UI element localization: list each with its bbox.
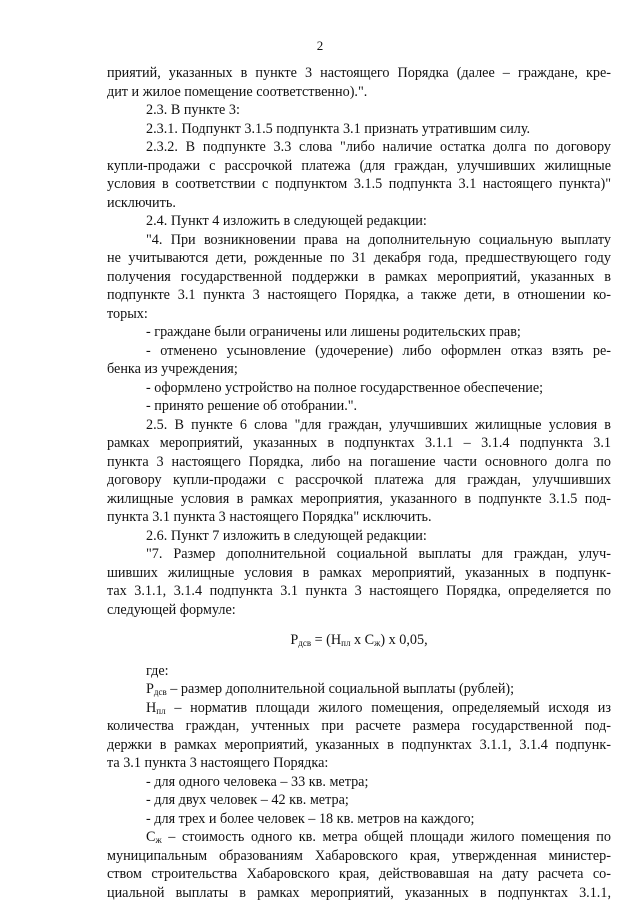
text-line: договору купли-продажи с рассрочкой платежа для граждан, улучшивших: [107, 472, 611, 488]
definition-h: $Н_{пл}$ – норматив площади жилого помещения, определяемый исходя из: [146, 699, 611, 716]
text-line: условия в соответствии с подпунктом 3.1.5 подпункта 3.1 настоящего пункта)": [107, 176, 611, 192]
definition-c: $С_ж$ – стоимость одного кв. метра общей площади жилого помещения по: [146, 829, 611, 845]
text-line: получения государственной поддержки в рамках мероприятий, указанных в: [107, 268, 611, 285]
text-block-2: [107, 717, 611, 828]
formula: $Р_{дсв} = (Н_{пл}$ х $С_ж$) х 0,05,: [290, 632, 428, 648]
text-line: держки в рамках мероприятий, указанных в подпунктах 3.1.1, 3.1.4 подпунк-: [107, 736, 611, 753]
text-line: - принято решение об отобрании.".: [146, 398, 358, 414]
text-line: 2.4. Пункт 4 изложить в следующей редакции:: [146, 213, 427, 229]
text-line: исключить.: [107, 194, 176, 211]
text-line: шивших жилищные условия в рамках мероприятий, указанных в подпунк-: [107, 564, 611, 581]
text-line: - для трех и более человек – 18 кв. метров на каждого;: [146, 810, 475, 827]
text-line: бенка из учреждения;: [107, 361, 238, 377]
text-line: 2.3.1. Подпункт 3.1.5 подпункта 3.1 признать утратившим силу.: [146, 120, 531, 137]
text-line: 2.5. В пункте 6 слова "для граждан, улучшивших жилищные условия в: [146, 416, 611, 433]
text-line: купли-продажи с рассрочкой платежа (для граждан, улучшивших жилищные: [107, 157, 611, 174]
text-line: торых:: [107, 305, 148, 322]
text-line: "7. Размер дополнительной социальной выплаты для граждан, улуч-: [146, 546, 611, 562]
text-line: - для двух человек – 42 кв. метра;: [146, 792, 349, 808]
text-line: 2.3. В пункте 3:: [146, 102, 240, 118]
document-body: [107, 64, 611, 902]
text-line: приятий, указанных в пункте 3 настоящего Порядка (далее – граждане, кре-: [107, 65, 611, 81]
text-line: ством строительства Хабаровского края, действовавшая на дату расчета со-: [107, 866, 611, 882]
text-line: 2.3.2. В подпункте 3.3 слова "либо наличие остатка долга по договору: [146, 139, 611, 155]
text-line: та 3.1 пункта 3 настоящего Порядка:: [107, 755, 329, 771]
text-line: пункта 3.1 пункта 3 настоящего Порядка" исключить.: [107, 509, 432, 525]
text-line: дит и жилое помещение соответственно).".: [107, 83, 368, 100]
text-line: муниципальным образованиям Хабаровского края, утвержденная министер-: [107, 847, 611, 864]
page-number: 2: [316, 38, 324, 53]
definition-p: $Р_{дсв}$ – размер дополнительной социальной выплаты (рублей);: [146, 681, 515, 697]
text-block-3: [107, 847, 611, 903]
text-line: следующей формуле:: [107, 601, 236, 618]
text-line: - оформлено устройство на полное государственное обеспечение;: [146, 379, 544, 396]
text-line: 2.6. Пункт 7 изложить в следующей редакции:: [146, 527, 427, 544]
text-line: количества граждан, учтенных при расчете размера государственной под-: [107, 718, 611, 734]
text-line: - граждане были ограничены или лишены родительских прав;: [146, 324, 521, 340]
text-line: жилищные условия в рамках мероприятия, указанного в подпункте 3.1.5 под-: [107, 490, 611, 507]
text-line: подпункте 3.1 пункта 3 настоящего Порядка, а также дети, в отношении ко-: [107, 287, 611, 303]
text-line: - отменено усыновление (удочерение) либо оформлен отказ взять ре-: [146, 342, 611, 359]
text-block-1: [107, 64, 611, 619]
text-line: не учитываются дети, рожденные по 31 декабря года, предшествующего году: [107, 250, 611, 266]
where-label: где:: [146, 662, 169, 679]
text-line: пункта 3 настоящего Порядка, либо на погашение части основного долга по: [107, 453, 611, 470]
text-line: "4. При возникновении права на дополнительную социальную выплату: [146, 231, 611, 248]
text-line: циальной выплаты в рамках мероприятий, указанных в подпунктах 3.1.1,: [107, 884, 611, 901]
text-line: тах 3.1.1, 3.1.4 подпункта 3.1 пункта 3 настоящего Порядка, определяется по: [107, 583, 611, 599]
text-line: рамках мероприятий, указанных в подпунктах 3.1.1 – 3.1.4 подпункта 3.1: [107, 435, 611, 451]
text-line: - для одного человека – 33 кв. метра;: [146, 773, 369, 790]
